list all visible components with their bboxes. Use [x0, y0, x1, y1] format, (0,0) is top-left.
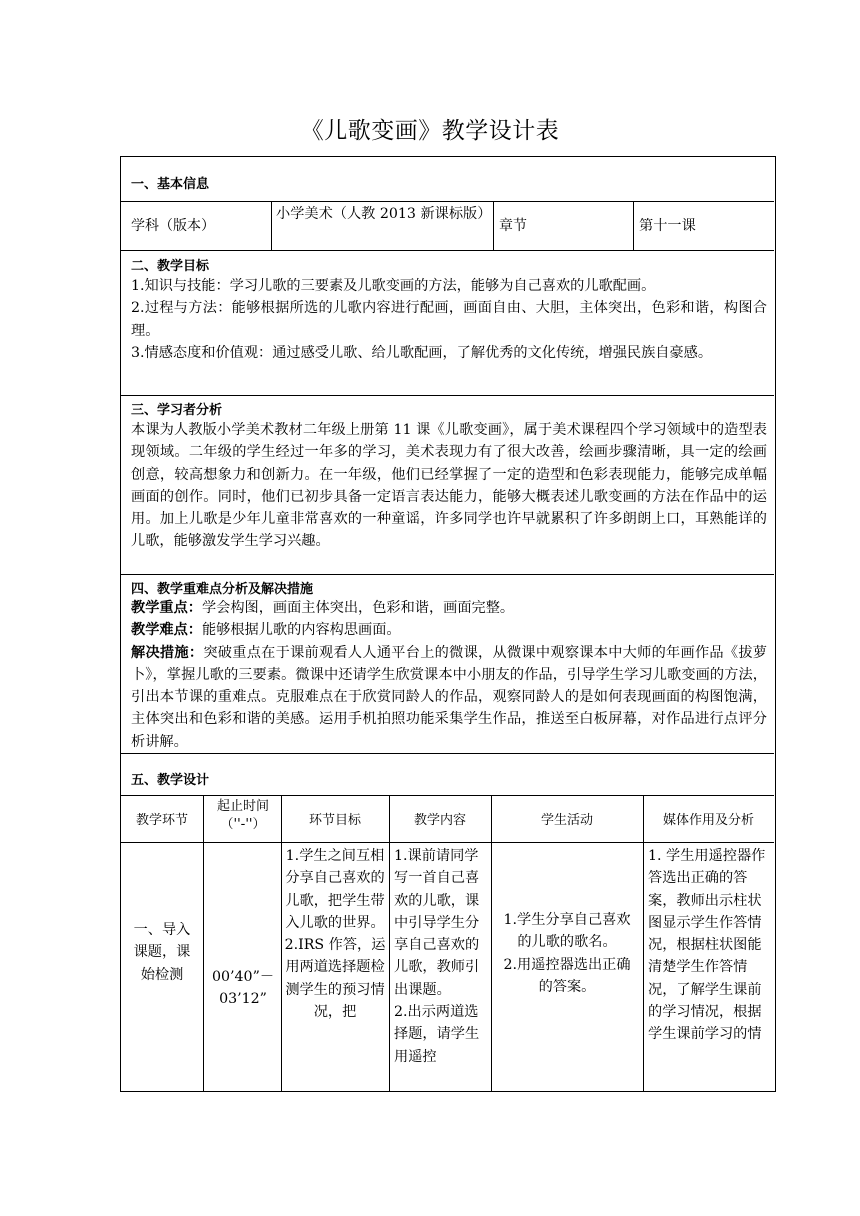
objective-item: 2.过程与方法：能够根据所选的儿歌内容进行配画，画面自由、大胆，主体突出，色彩和谐，构图合理。: [131, 300, 767, 339]
chapter-label: 章节: [499, 218, 527, 234]
key-point-line: [131, 597, 767, 619]
col-divider: [281, 795, 282, 1092]
key-points-text: [131, 597, 767, 753]
col-divider: [643, 795, 644, 1092]
row-divider: [121, 753, 774, 754]
header-time: 起止时间（''-''）: [216, 799, 269, 832]
objective-item: 1.知识与技能：学习儿歌的三要素及儿歌变画的方法，能够为自己喜欢的儿歌配画。: [131, 278, 656, 294]
page-title: 《儿歌变画》教学设计表: [300, 118, 560, 144]
col-divider: [271, 201, 272, 250]
solution-line: [131, 642, 767, 753]
col-divider: [491, 795, 492, 1092]
row-divider: [121, 795, 774, 796]
objectives-text: [131, 275, 767, 364]
header-goal: 环节目标: [308, 813, 361, 828]
activity-item: 1.学生分享自己喜欢的儿歌的歌名。: [503, 912, 631, 951]
cell-content: [394, 845, 488, 1068]
section-heading-key-points: 四、教学重难点分析及解决措施: [131, 582, 314, 597]
row-divider: [121, 250, 774, 251]
row-divider: [121, 574, 774, 575]
subject-label: 学科（版本）: [131, 218, 215, 234]
row-divider: [121, 395, 774, 396]
solution-text: 突破重点在于课前观看人人通平台上的微课，从微课中观察课本中大师的年画作品《拔萝卜》，掌握儿歌的三要素。微课中还请学生欣赏课本中小朋友的作品，引导学生学习儿歌变画的方法，引出本节课的重难点。克服难点在于欣赏同龄人的作品，观察同龄人的是如何表现画面的构图饱满，主体突出和色彩和谐的美感。运用手机拍照功能采集学生作品，推送至白板屏幕，对作品进行点评分析讲解。: [131, 644, 767, 750]
col-divider: [203, 795, 204, 1092]
learner-analysis-text: 本课为人教版小学美术教材二年级上册第 11 课《儿歌变画》，属于美术课程四个学习领域中的造型表现领域。二年级的学生经过一年多的学习，美术表现力有了很大改善，绘画步骤清晰，具一定的绘画创意，较高想象力和创新力。在一年级，他们已经掌握了一定的造型和色彩表现能力，能够完成单幅画面的创作。同时，他们已初步具备一定语言表达能力，能够大概表述儿歌变画的方法在作品中的运用。加上儿歌是少年儿童非常喜欢的一种童谣，许多同学也许早就累积了许多朗朗上口，耳熟能详的儿歌，能够激发学生学习兴趣。: [131, 422, 767, 550]
solution-label: 解决措施：: [131, 644, 204, 661]
design-table: [120, 156, 776, 1092]
subject-value: 小学美术（人教 2013 新课标版）: [276, 206, 492, 222]
header-content: 教学内容: [413, 813, 466, 828]
goal-item: 1.学生之间互相分享自己喜欢的儿歌，把学生带入儿歌的世界。: [285, 848, 385, 931]
cell-media: 1. 学生用遥控器作答选出正确的答案，教师出示柱状图显示学生作答情况，根据柱状图能清楚学生作答情况，了解学生课前的学习情况，根据学生课前学习的情: [648, 848, 766, 1043]
cell-stage: 一、导入课题，课始检测: [133, 922, 191, 983]
content-item: 1.课前请同学写一首自己喜欢的儿歌，课中引导学生分享自己喜欢的儿歌，教师引出课题。: [394, 848, 480, 998]
section-heading-basic-info: 一、基本信息: [131, 177, 210, 192]
col-divider: [389, 795, 390, 1092]
header-media: 媒体作用及分析: [662, 813, 754, 828]
difficulty-line: [131, 619, 767, 641]
row-divider: [121, 201, 774, 202]
difficulty-label: 教学难点：: [131, 622, 202, 639]
cell-time: 00’40”－03’12”: [211, 969, 275, 1008]
header-activity: 学生活动: [540, 813, 593, 828]
col-divider: [633, 201, 634, 250]
header-stage: 教学环节: [135, 813, 188, 828]
col-divider: [493, 201, 494, 250]
activity-item: 2.用遥控器选出正确的答案。: [503, 956, 631, 995]
section-heading-objectives: 二、教学目标: [131, 259, 210, 274]
objective-item: 3.情感态度和价值观：通过感受儿歌、给儿歌配画，了解优秀的文化传统，增强民族自豪感。: [131, 344, 713, 361]
cell-activity: [499, 909, 635, 998]
cell-goal: [284, 845, 386, 1023]
chapter-value: 第十一课: [639, 218, 696, 234]
content-item: 2.出示两道选择题，请学生用遥控: [394, 1004, 480, 1065]
row-divider: [121, 842, 774, 843]
key-text: 学会构图，画面主体突出，色彩和谐，画面完整。: [201, 600, 515, 616]
section-heading-teaching-design: 五、教学设计: [131, 773, 210, 788]
key-label: 教学重点：: [131, 600, 202, 616]
section-heading-learner-analysis: 三、学习者分析: [131, 403, 223, 418]
difficulty-text: 能够根据儿歌的内容构思画面。: [201, 622, 401, 639]
goal-item: 2.IRS 作答，运用两道选择题检测学生的预习情况，把: [284, 937, 386, 1021]
